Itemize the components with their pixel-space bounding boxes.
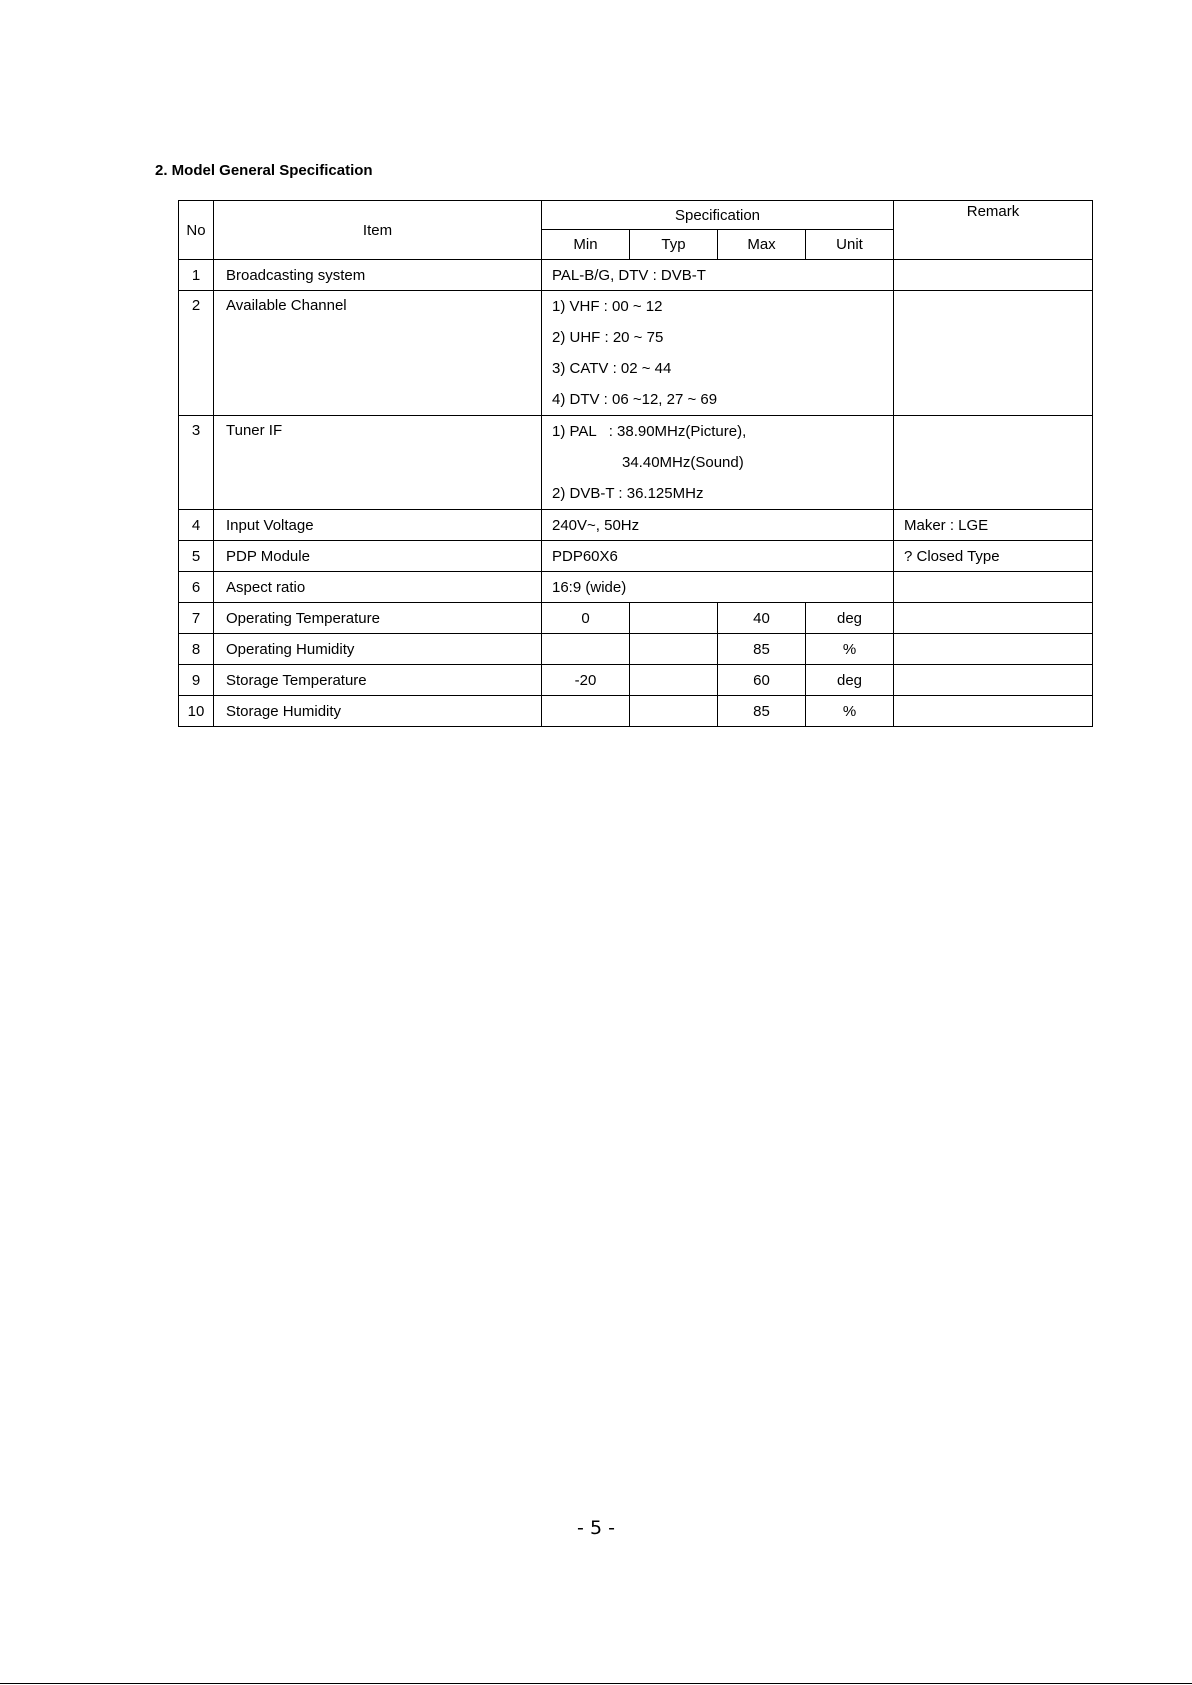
row-remark bbox=[894, 260, 1093, 291]
row-unit: % bbox=[806, 696, 894, 727]
row-min bbox=[542, 634, 630, 665]
row-item: Available Channel bbox=[214, 291, 542, 416]
row-no: 8 bbox=[179, 634, 214, 665]
row-unit: deg bbox=[806, 603, 894, 634]
row-no: 7 bbox=[179, 603, 214, 634]
table-row bbox=[179, 665, 1093, 696]
row-remark bbox=[894, 634, 1093, 665]
row-max: 85 bbox=[718, 634, 806, 665]
row-spec: 240V~, 50Hz bbox=[542, 510, 894, 541]
row-min bbox=[542, 696, 630, 727]
spec-line: 1) VHF : 00 ~ 12 bbox=[552, 298, 663, 315]
row-no: 2 bbox=[179, 291, 214, 416]
row-remark: ? Closed Type bbox=[894, 541, 1093, 572]
row-item: Input Voltage bbox=[214, 510, 542, 541]
row-typ bbox=[630, 665, 718, 696]
row-typ bbox=[630, 696, 718, 727]
header-unit: Unit bbox=[806, 230, 894, 260]
table-row bbox=[179, 510, 1093, 541]
row-spec: PDP60X6 bbox=[542, 541, 894, 572]
row-typ bbox=[630, 603, 718, 634]
row-spec: PAL-B/G, DTV : DVB-T bbox=[542, 260, 894, 291]
row-item: Tuner IF bbox=[214, 416, 542, 510]
row-item: Storage Temperature bbox=[214, 665, 542, 696]
row-remark bbox=[894, 572, 1093, 603]
row-item: Operating Temperature bbox=[214, 603, 542, 634]
row-no: 9 bbox=[179, 665, 214, 696]
row-remark bbox=[894, 665, 1093, 696]
row-spec: 16:9 (wide) bbox=[542, 572, 894, 603]
table-header-row bbox=[179, 201, 1093, 230]
page-number: - 5 - bbox=[577, 1517, 615, 1539]
row-remark bbox=[894, 696, 1093, 727]
row-min: -20 bbox=[542, 665, 630, 696]
row-max: 40 bbox=[718, 603, 806, 634]
row-no: 10 bbox=[179, 696, 214, 727]
header-min: Min bbox=[542, 230, 630, 260]
row-unit: deg bbox=[806, 665, 894, 696]
spec-line: 34.40MHz(Sound) bbox=[622, 454, 744, 471]
header-no: No bbox=[179, 201, 214, 260]
spec-line: 2) DVB-T : 36.125MHz bbox=[552, 485, 704, 502]
row-spec bbox=[542, 291, 894, 416]
row-item: PDP Module bbox=[214, 541, 542, 572]
row-no: 1 bbox=[179, 260, 214, 291]
table-row bbox=[179, 572, 1093, 603]
header-max: Max bbox=[718, 230, 806, 260]
row-no: 4 bbox=[179, 510, 214, 541]
row-min: 0 bbox=[542, 603, 630, 634]
table-row bbox=[179, 603, 1093, 634]
spec-line: 3) CATV : 02 ~ 44 bbox=[552, 360, 672, 377]
row-spec bbox=[542, 416, 894, 510]
row-item: Storage Humidity bbox=[214, 696, 542, 727]
row-no: 5 bbox=[179, 541, 214, 572]
table-row bbox=[179, 696, 1093, 727]
row-no: 3 bbox=[179, 416, 214, 510]
table-row bbox=[179, 416, 1093, 510]
bottom-rule bbox=[0, 1683, 1192, 1684]
spec-line: 2) UHF : 20 ~ 75 bbox=[552, 329, 664, 346]
table-row bbox=[179, 634, 1093, 665]
row-unit: % bbox=[806, 634, 894, 665]
row-remark: Maker : LGE bbox=[894, 510, 1093, 541]
header-remark: Remark bbox=[894, 201, 1093, 260]
row-max: 85 bbox=[718, 696, 806, 727]
spec-line: 4) DTV : 06 ~12, 27 ~ 69 bbox=[552, 391, 718, 408]
spec-table bbox=[178, 200, 1093, 727]
spec-line: 1) PAL : 38.90MHz(Picture), bbox=[552, 423, 747, 440]
table-row bbox=[179, 291, 1093, 416]
row-item: Broadcasting system bbox=[214, 260, 542, 291]
table-row bbox=[179, 541, 1093, 572]
row-max: 60 bbox=[718, 665, 806, 696]
header-specification: Specification bbox=[542, 201, 894, 230]
row-remark bbox=[894, 291, 1093, 416]
row-no: 6 bbox=[179, 572, 214, 603]
table-row bbox=[179, 260, 1093, 291]
row-item: Operating Humidity bbox=[214, 634, 542, 665]
row-item: Aspect ratio bbox=[214, 572, 542, 603]
section-title: 2. Model General Specification bbox=[155, 162, 373, 179]
row-typ bbox=[630, 634, 718, 665]
row-remark bbox=[894, 603, 1093, 634]
header-typ: Typ bbox=[630, 230, 718, 260]
header-item: Item bbox=[214, 201, 542, 260]
row-remark bbox=[894, 416, 1093, 510]
